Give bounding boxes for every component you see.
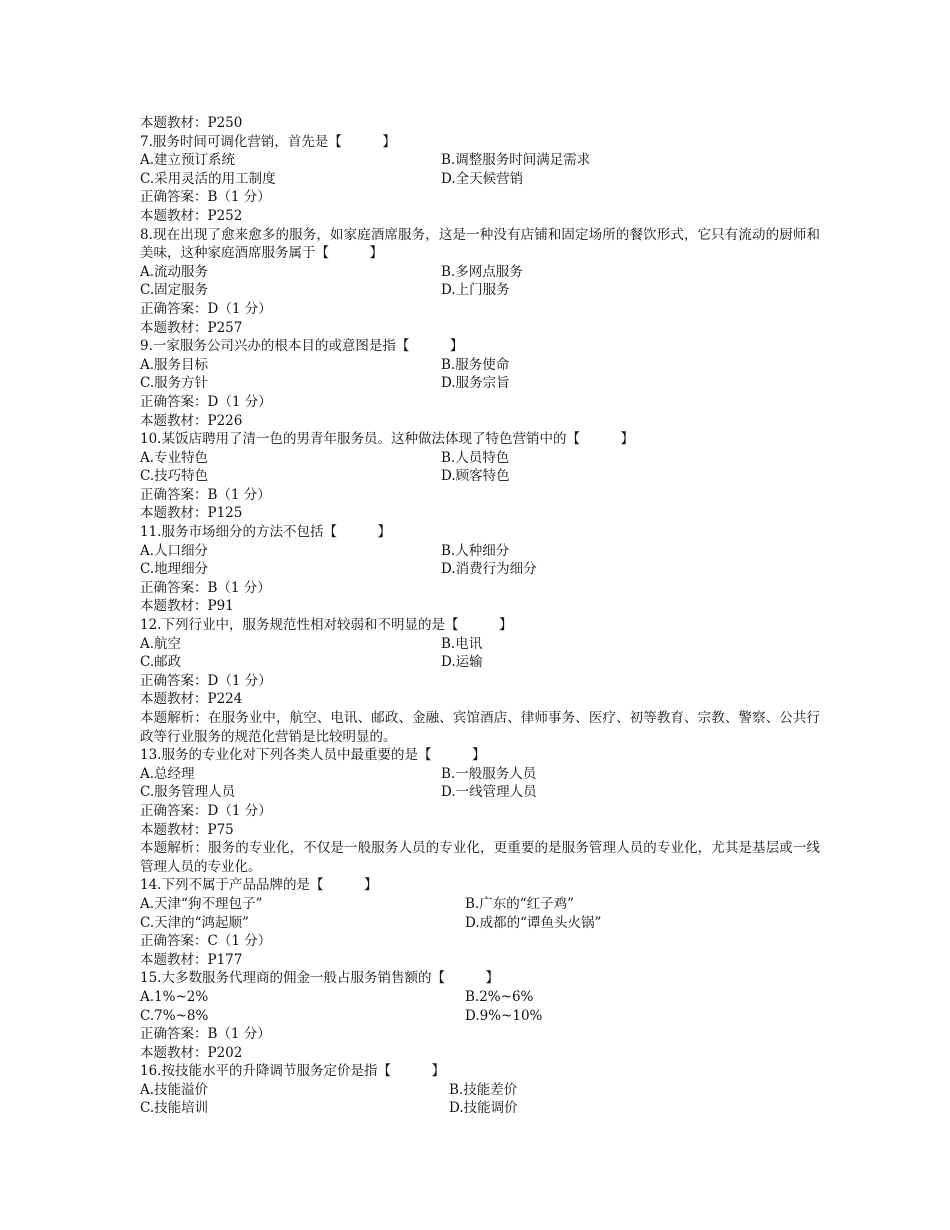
option-right: B.人员特色 bbox=[441, 449, 510, 466]
option-left: A.技能溢价 bbox=[140, 1081, 209, 1098]
answer-options-row bbox=[140, 653, 820, 672]
option-left: C.邮政 bbox=[140, 654, 182, 671]
option-left: A.总经理 bbox=[140, 765, 195, 782]
answer-options-row bbox=[140, 914, 820, 933]
textbook-reference: 本题教材：P91 bbox=[140, 598, 234, 615]
answer-options-row bbox=[140, 281, 820, 300]
option-left: A.航空 bbox=[140, 635, 182, 652]
question-stem: 13.服务的专业化对下列各类人员中最重要的是【 】 bbox=[140, 747, 486, 764]
correct-answer: 正确答案：D（1 分） bbox=[140, 300, 272, 317]
correct-answer: 正确答案：D（1 分） bbox=[140, 672, 272, 689]
question-stem: 7.服务时间可调化营销，首先是【 】 bbox=[140, 133, 396, 150]
option-right: D.运输 bbox=[441, 654, 483, 671]
answer-options-row bbox=[140, 895, 820, 914]
option-right: B.人种细分 bbox=[441, 542, 510, 559]
correct-answer: 正确答案：D（1 分） bbox=[140, 802, 272, 819]
question-stem: 16.按技能水平的升降调节服务定价是指【 】 bbox=[140, 1063, 445, 1080]
correct-answer: 正确答案：B（1 分） bbox=[140, 189, 271, 206]
answer-options-row bbox=[140, 988, 820, 1007]
option-right: B.技能差价 bbox=[449, 1081, 518, 1098]
textbook-reference: 本题教材：P177 bbox=[140, 951, 243, 968]
textbook-reference: 本题教材：P226 bbox=[140, 412, 243, 429]
question-stem: 10.某饭店聘用了清一色的男青年服务员。这种做法体现了特色营销中的【 】 bbox=[140, 431, 634, 448]
option-right: B.调整服务时间满足需求 bbox=[441, 152, 591, 169]
textbook-reference: 本题教材：P75 bbox=[140, 821, 234, 838]
option-left: C.天津的“鸿起顺” bbox=[140, 914, 249, 931]
option-left: A.1%~2% bbox=[140, 988, 209, 1005]
option-left: A.建立预订系统 bbox=[140, 152, 236, 169]
answer-options-row bbox=[140, 1099, 820, 1118]
paragraph: 本题解析：服务的专业化，不仅是一般服务人员的专业化，更重要的是服务管理人员的专业化，尤其是基层或一线管理人员的专业化。 bbox=[140, 840, 820, 875]
option-right: D.消费行为细分 bbox=[441, 561, 537, 578]
option-left: C.技巧特色 bbox=[140, 468, 209, 485]
option-right: B.2%~6% bbox=[465, 988, 534, 1005]
option-left: A.流动服务 bbox=[140, 263, 209, 280]
answer-options-row bbox=[140, 467, 820, 486]
answer-options-row bbox=[140, 560, 820, 579]
option-left: C.地理细分 bbox=[140, 561, 209, 578]
question-stem: 11.服务市场细分的方法不包括【 】 bbox=[140, 524, 391, 541]
answer-options-row bbox=[140, 263, 820, 282]
option-right: B.服务使命 bbox=[441, 356, 510, 373]
option-right: D.成都的“谭鱼头火锅” bbox=[465, 914, 602, 931]
option-right: B.一般服务人员 bbox=[441, 765, 537, 782]
answer-options-row bbox=[140, 449, 820, 468]
option-right: B.多网点服务 bbox=[441, 263, 523, 280]
textbook-reference: 本题教材：P252 bbox=[140, 207, 243, 224]
option-right: D.上门服务 bbox=[441, 282, 510, 299]
correct-answer: 正确答案：C（1 分） bbox=[140, 933, 272, 950]
answer-options-row bbox=[140, 374, 820, 393]
option-left: C.固定服务 bbox=[140, 282, 209, 299]
textbook-reference: 本题教材：P257 bbox=[140, 319, 243, 336]
option-left: A.专业特色 bbox=[140, 449, 209, 466]
correct-answer: 正确答案：B（1 分） bbox=[140, 579, 271, 596]
textbook-reference: 本题教材：P224 bbox=[140, 691, 243, 708]
answer-options-row bbox=[140, 151, 820, 170]
option-right: D.一线管理人员 bbox=[441, 784, 537, 801]
option-right: D.9%~10% bbox=[465, 1007, 543, 1024]
option-left: C.采用灵活的用工制度 bbox=[140, 170, 276, 187]
exam-document bbox=[140, 114, 820, 1118]
answer-options-row bbox=[140, 542, 820, 561]
correct-answer: 正确答案：D（1 分） bbox=[140, 393, 272, 410]
answer-options-row bbox=[140, 1081, 820, 1100]
question-stem: 15.大多数服务代理商的佣金一般占服务销售额的【 】 bbox=[140, 970, 499, 987]
question-stem: 14.下列不属于产品品牌的是【 】 bbox=[140, 877, 378, 894]
option-right: B.电讯 bbox=[441, 635, 483, 652]
textbook-reference: 本题教材：P250 bbox=[140, 115, 243, 131]
option-left: C.7%~8% bbox=[140, 1007, 209, 1024]
textbook-reference: 本题教材：P125 bbox=[140, 505, 243, 522]
answer-options-row bbox=[140, 783, 820, 802]
option-right: D.顾客特色 bbox=[441, 468, 510, 485]
answer-options-row bbox=[140, 356, 820, 375]
option-left: A.服务目标 bbox=[140, 356, 209, 373]
paragraph: 8.现在出现了愈来愈多的服务，如家庭酒席服务，这是一种没有店铺和固定场所的餐饮形式，它只有流动的厨师和美味，这种家庭酒席服务属于【 】 bbox=[140, 226, 820, 262]
correct-answer: 正确答案：B（1 分） bbox=[140, 486, 271, 503]
option-right: D.全天候营销 bbox=[441, 170, 524, 187]
answer-options-row bbox=[140, 765, 820, 784]
answer-options-row bbox=[140, 635, 820, 654]
option-left: C.服务管理人员 bbox=[140, 784, 236, 801]
option-left: A.天津“狗不理包子” bbox=[140, 895, 263, 912]
option-left: A.人口细分 bbox=[140, 542, 209, 559]
option-right: B.广东的“红子鸡” bbox=[465, 895, 575, 912]
question-stem: 12.下列行业中，服务规范性相对较弱和不明显的是【 】 bbox=[140, 617, 513, 634]
option-left: C.技能培训 bbox=[140, 1100, 209, 1117]
answer-options-row bbox=[140, 170, 820, 189]
question-stem: 9.一家服务公司兴办的根本目的或意图是指【 】 bbox=[140, 338, 464, 355]
option-right: D.技能调价 bbox=[449, 1100, 518, 1117]
correct-answer: 正确答案：B（1 分） bbox=[140, 1026, 271, 1043]
option-right: D.服务宗旨 bbox=[441, 375, 510, 392]
textbook-reference: 本题教材：P202 bbox=[140, 1044, 243, 1061]
option-left: C.服务方针 bbox=[140, 375, 209, 392]
answer-options-row bbox=[140, 1007, 820, 1026]
paragraph: 本题解析：在服务业中，航空、电讯、邮政、金融、宾馆酒店、律师事务、医疗、初等教育、宗教、警察、公共行政等行业服务的规范化营销是比较明显的。 bbox=[140, 710, 820, 745]
